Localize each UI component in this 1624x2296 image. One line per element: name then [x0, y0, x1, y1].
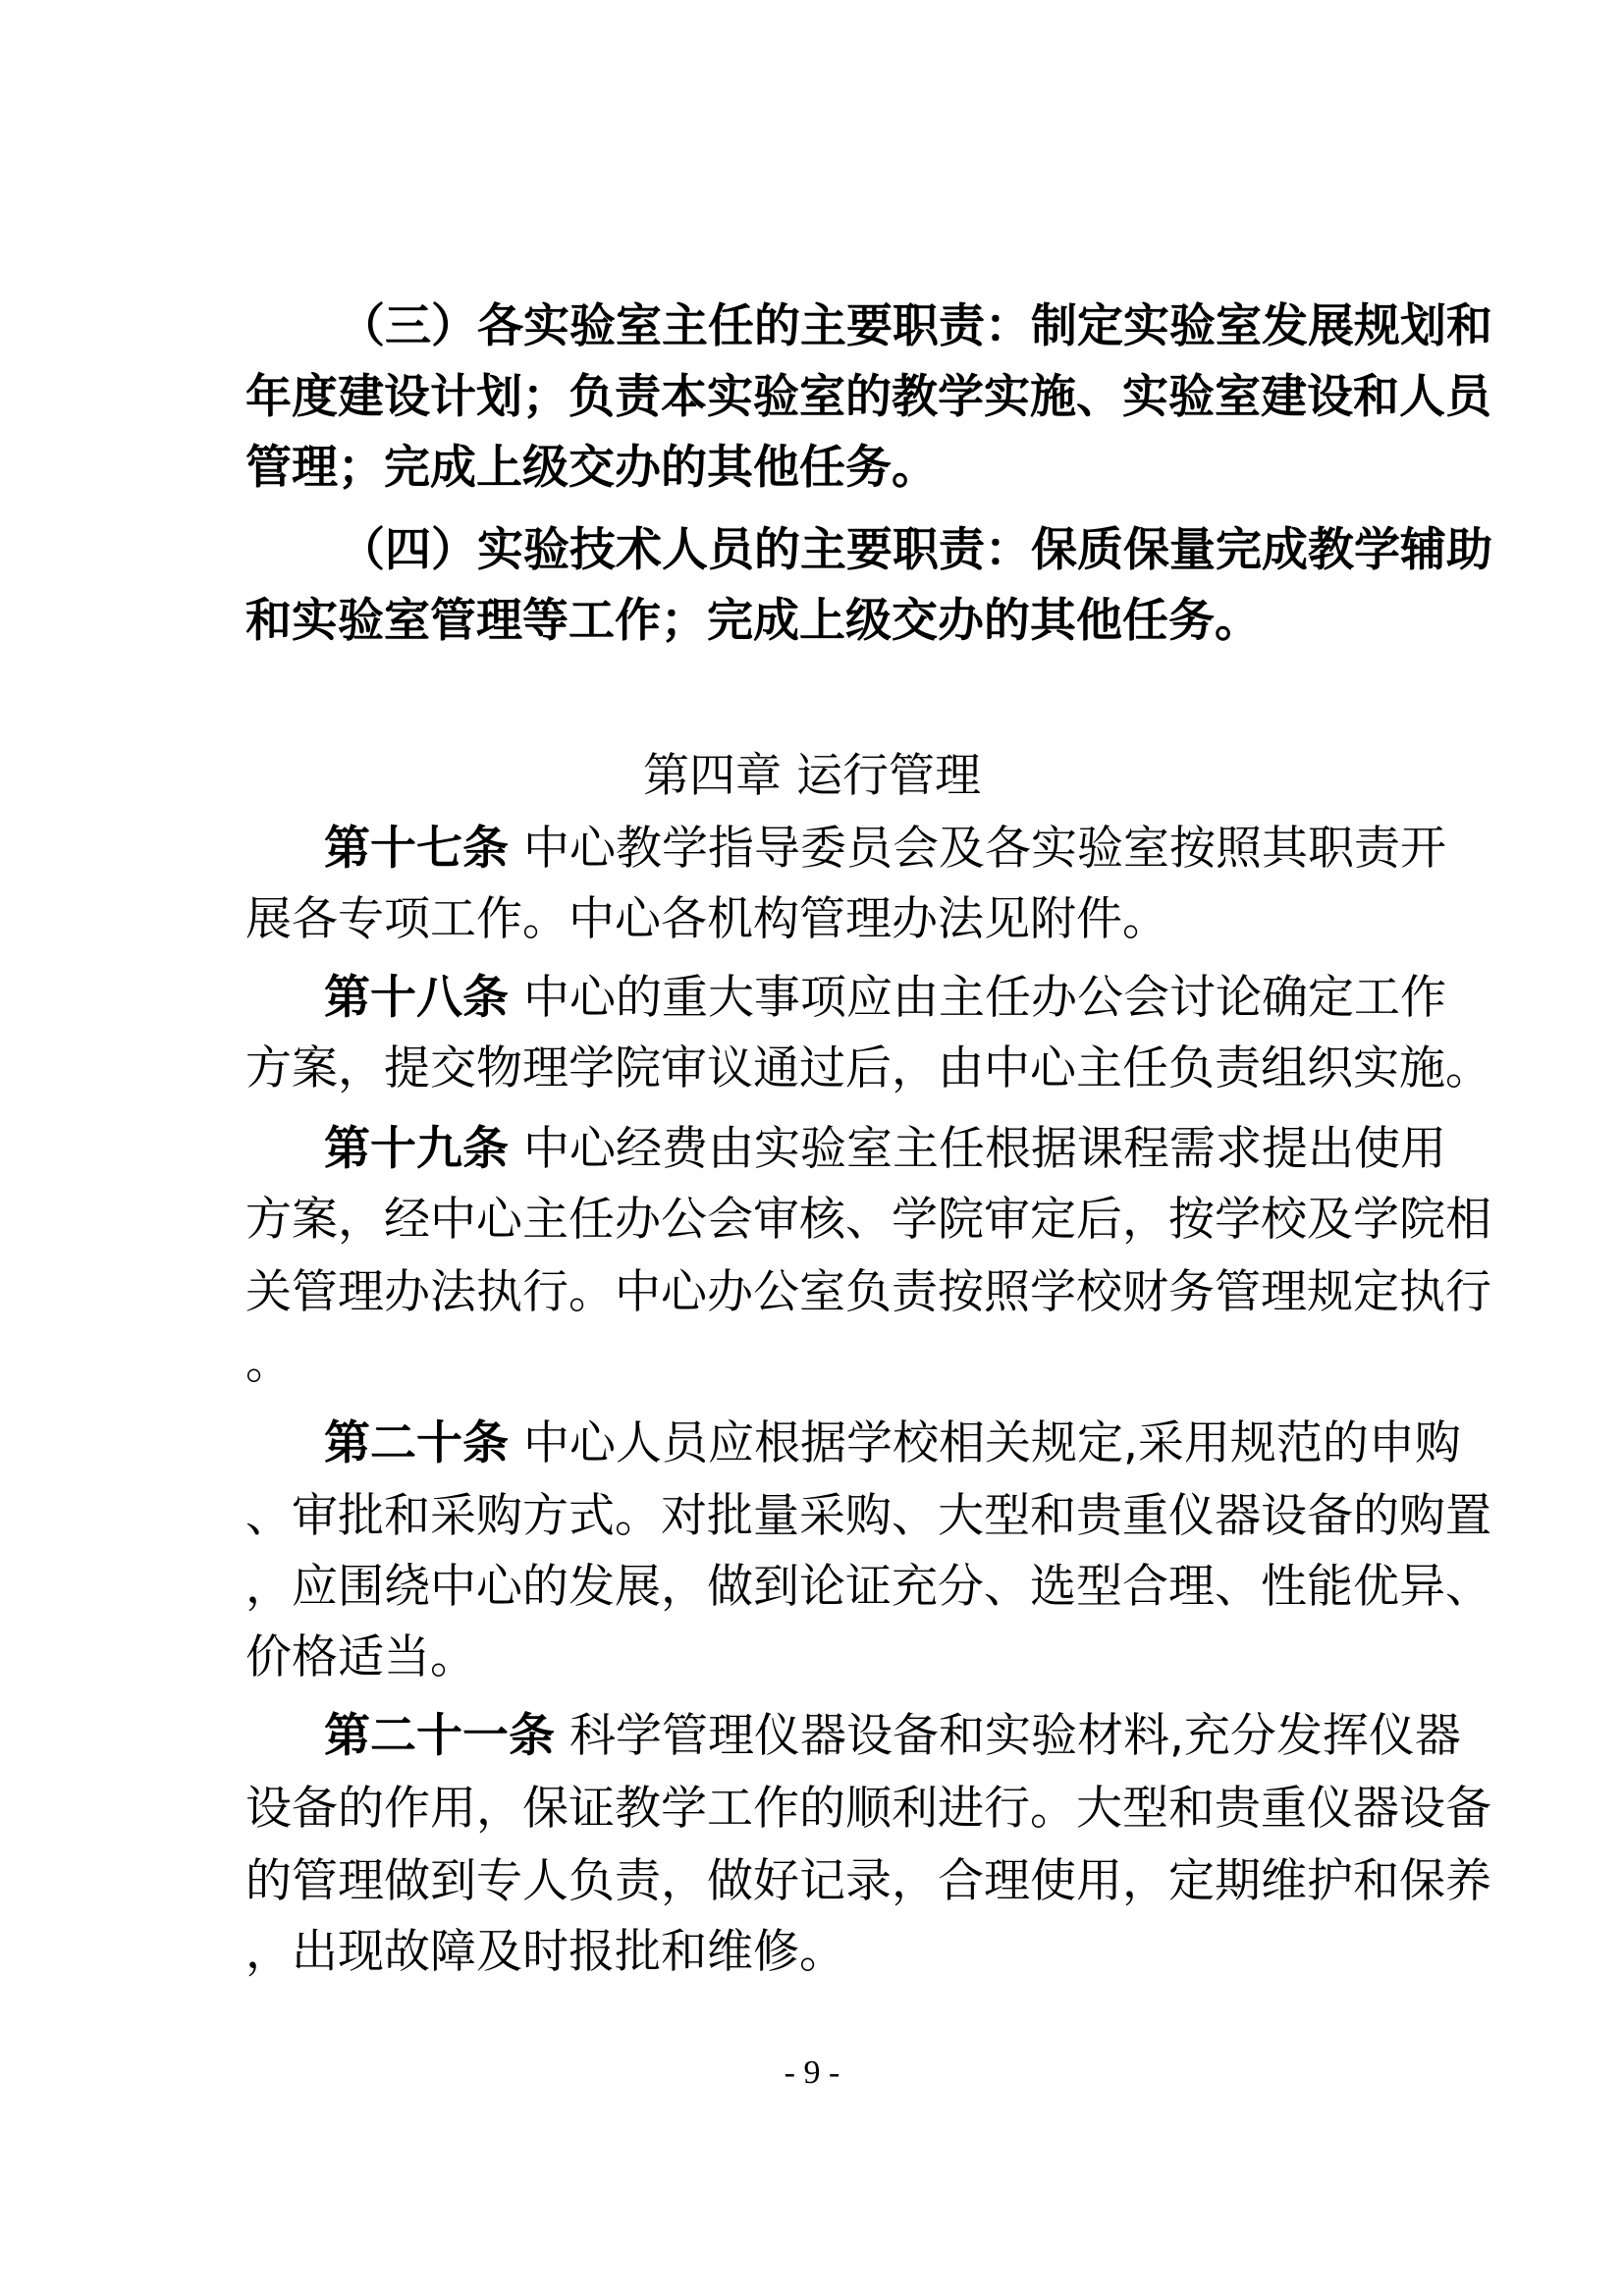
paragraph-3-line-1: （三）各实验室主任的主要职责：制定实验室发展规划和	[339, 299, 1492, 353]
article-21-line-2: 设备的作用，保证教学工作的顺利进行。大型和贵重仪器设备	[245, 1782, 1491, 1836]
article-21-text: 科学管理仪器设备和实验材料,充分发挥仪器	[555, 1709, 1461, 1763]
article-18-line-2: 方案，提交物理学院审议通过后，由中心主任负责组织实施。	[245, 1041, 1491, 1095]
article-21-line-4: ，出现故障及时报批和维修。	[245, 1925, 845, 1979]
paragraph-4-line-1: （四）实验技术人员的主要职责：保质保量完成教学辅助	[339, 523, 1492, 577]
paragraph-4-line-2: 和实验室管理等工作；完成上级交办的其他任务。	[245, 594, 1261, 648]
article-20-line-4: 价格适当。	[245, 1630, 476, 1684]
article-19-line-2: 方案，经中心主任办公会审核、学院审定后，按学校及学院相	[245, 1193, 1491, 1247]
chapter-title: 第四章 运行管理	[643, 749, 981, 803]
article-17-text: 中心教学指导委员会及各实验室按照其职责开	[509, 822, 1446, 876]
article-19-line-3: 关管理办法执行。中心办公室负责按照学校财务管理规定执行	[245, 1265, 1491, 1319]
article-21-label: 第二十一条	[324, 1709, 555, 1763]
article-17-line-2: 展各专项工作。中心各机构管理办法见附件。	[245, 892, 1168, 946]
article-19-label: 第十九条	[324, 1122, 509, 1176]
article-20-text: 中心人员应根据学校相关规定,采用规范的申购	[509, 1416, 1461, 1470]
article-20-label: 第二十条	[324, 1416, 509, 1470]
paragraph-3-line-3: 管理；完成上级交办的其他任务。	[245, 441, 938, 495]
page-number: - 9 -	[784, 2055, 840, 2091]
article-20-line-1	[324, 1412, 1461, 1476]
article-21-line-3: 的管理做到专人负责，做好记录，合理使用，定期维护和保养	[245, 1854, 1491, 1908]
article-20-line-2: 、审批和采购方式。对批量采购、大型和贵重仪器设备的购置	[245, 1489, 1491, 1543]
article-20-line-3: ，应围绕中心的发展，做到论证充分、选型合理、性能优异、	[245, 1560, 1491, 1614]
article-18-text: 中心的重大事项应由主任办公会讨论确定工作	[509, 971, 1446, 1025]
article-17-line-1	[324, 817, 1446, 881]
article-19-line-4: 。	[245, 1336, 292, 1390]
article-17-label: 第十七条	[324, 822, 509, 876]
article-18-line-1	[324, 966, 1446, 1031]
article-19-text: 中心经费由实验室主任根据课程需求提出使用	[509, 1122, 1446, 1176]
article-19-line-1	[324, 1117, 1446, 1182]
article-18-label: 第十八条	[324, 971, 509, 1025]
paragraph-3-line-2: 年度建设计划；负责本实验室的教学实施、实验室建设和人员	[245, 370, 1491, 424]
article-21-line-1	[324, 1704, 1461, 1769]
